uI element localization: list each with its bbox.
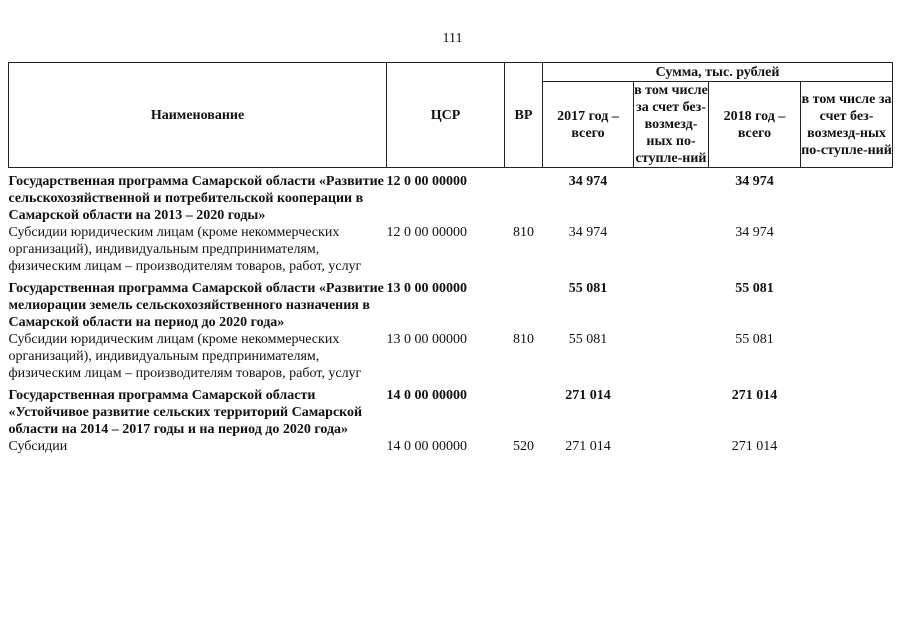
page-number: 111 bbox=[442, 31, 463, 46]
row-2018-total: 34 974 bbox=[735, 174, 774, 189]
header-csr: ЦСР bbox=[387, 63, 505, 168]
row-vr bbox=[505, 275, 543, 331]
table-row bbox=[9, 438, 893, 455]
row-csr: 12 0 00 00000 bbox=[386, 225, 467, 240]
row-2018-total: 271 014 bbox=[731, 439, 778, 454]
row-vr bbox=[505, 168, 543, 225]
row-2017-total: 55 081 bbox=[568, 281, 608, 296]
header-vr: ВР bbox=[505, 63, 543, 168]
table-row bbox=[9, 382, 893, 438]
row-csr: 14 0 00 00000 bbox=[386, 439, 467, 454]
row-2017-gratuitous bbox=[634, 224, 709, 275]
table-row bbox=[9, 331, 893, 382]
row-2018-total: 55 081 bbox=[735, 281, 774, 296]
row-2017-gratuitous bbox=[634, 168, 709, 225]
row-name: Государственная программа Самарской области «Развитие мелиорации земель сельскохозяйственного назначения в Самарской области на период до 2020 года» bbox=[8, 281, 384, 330]
row-name: Субсидии юридическим лицам (кроме некоммерческих организаций), индивидуальным предпринимателям, физическим лицам – производителям товаров, работ, услуг bbox=[8, 332, 362, 381]
row-2018-total: 55 081 bbox=[735, 332, 774, 347]
table-row bbox=[9, 168, 893, 225]
table-header bbox=[9, 63, 893, 168]
row-2018-gratuitous bbox=[801, 438, 893, 455]
budget-table bbox=[8, 62, 893, 455]
row-2017-gratuitous bbox=[634, 438, 709, 455]
header-2017-gratuitous: в том числе за счет без-возмезд-ных по-ступле-ний bbox=[634, 83, 708, 166]
table-row bbox=[9, 275, 893, 331]
row-2017-total: 55 081 bbox=[568, 332, 608, 347]
row-csr: 13 0 00 00000 bbox=[386, 281, 467, 296]
row-2018-gratuitous bbox=[801, 275, 893, 331]
row-csr: 14 0 00 00000 bbox=[386, 388, 467, 403]
row-vr: 520 bbox=[513, 439, 534, 454]
row-name: Государственная программа Самарской области «Устойчивое развитие сельских территорий Самарской области на 2014 – 2017 годы и на период до 2020 года» bbox=[8, 388, 363, 437]
header-name: Наименование bbox=[9, 63, 387, 168]
row-2018-gratuitous bbox=[801, 331, 893, 382]
row-vr bbox=[505, 382, 543, 438]
table-body bbox=[9, 168, 893, 456]
row-vr: 810 bbox=[513, 332, 534, 347]
row-name: Субсидии юридическим лицам (кроме некоммерческих организаций), индивидуальным предпринимателям, физическим лицам – производителям товаров, работ, услуг bbox=[8, 225, 362, 274]
row-name: Государственная программа Самарской области «Развитие сельскохозяйственной и потребительской кооперации в Самарской области на 2013 – 2020 годы» bbox=[8, 174, 384, 223]
row-2018-gratuitous bbox=[801, 224, 893, 275]
table-row bbox=[9, 224, 893, 275]
row-csr: 12 0 00 00000 bbox=[386, 174, 467, 189]
row-2018-gratuitous bbox=[801, 382, 893, 438]
row-2017-total: 271 014 bbox=[565, 439, 611, 454]
header-2018-total: 2018 год – всего bbox=[709, 82, 801, 168]
row-2017-total: 34 974 bbox=[568, 225, 608, 240]
row-2017-total: 271 014 bbox=[565, 388, 611, 403]
row-vr: 810 bbox=[513, 225, 534, 240]
row-2017-gratuitous bbox=[634, 382, 709, 438]
header-sum-group: Сумма, тыс. рублей bbox=[543, 63, 893, 82]
row-csr: 13 0 00 00000 bbox=[386, 332, 467, 347]
row-2017-total: 34 974 bbox=[568, 174, 608, 189]
row-2018-total: 34 974 bbox=[735, 225, 774, 240]
row-2018-total: 271 014 bbox=[731, 388, 778, 403]
row-name: Субсидии bbox=[8, 439, 68, 454]
header-2018-gratuitous: в том числе за счет без-возмезд-ных по-ступле-ний bbox=[801, 82, 893, 168]
row-2018-gratuitous bbox=[801, 168, 893, 225]
row-2017-gratuitous bbox=[634, 275, 709, 331]
header-2017-total: 2017 год – всего bbox=[543, 82, 634, 168]
row-2017-gratuitous bbox=[634, 331, 709, 382]
